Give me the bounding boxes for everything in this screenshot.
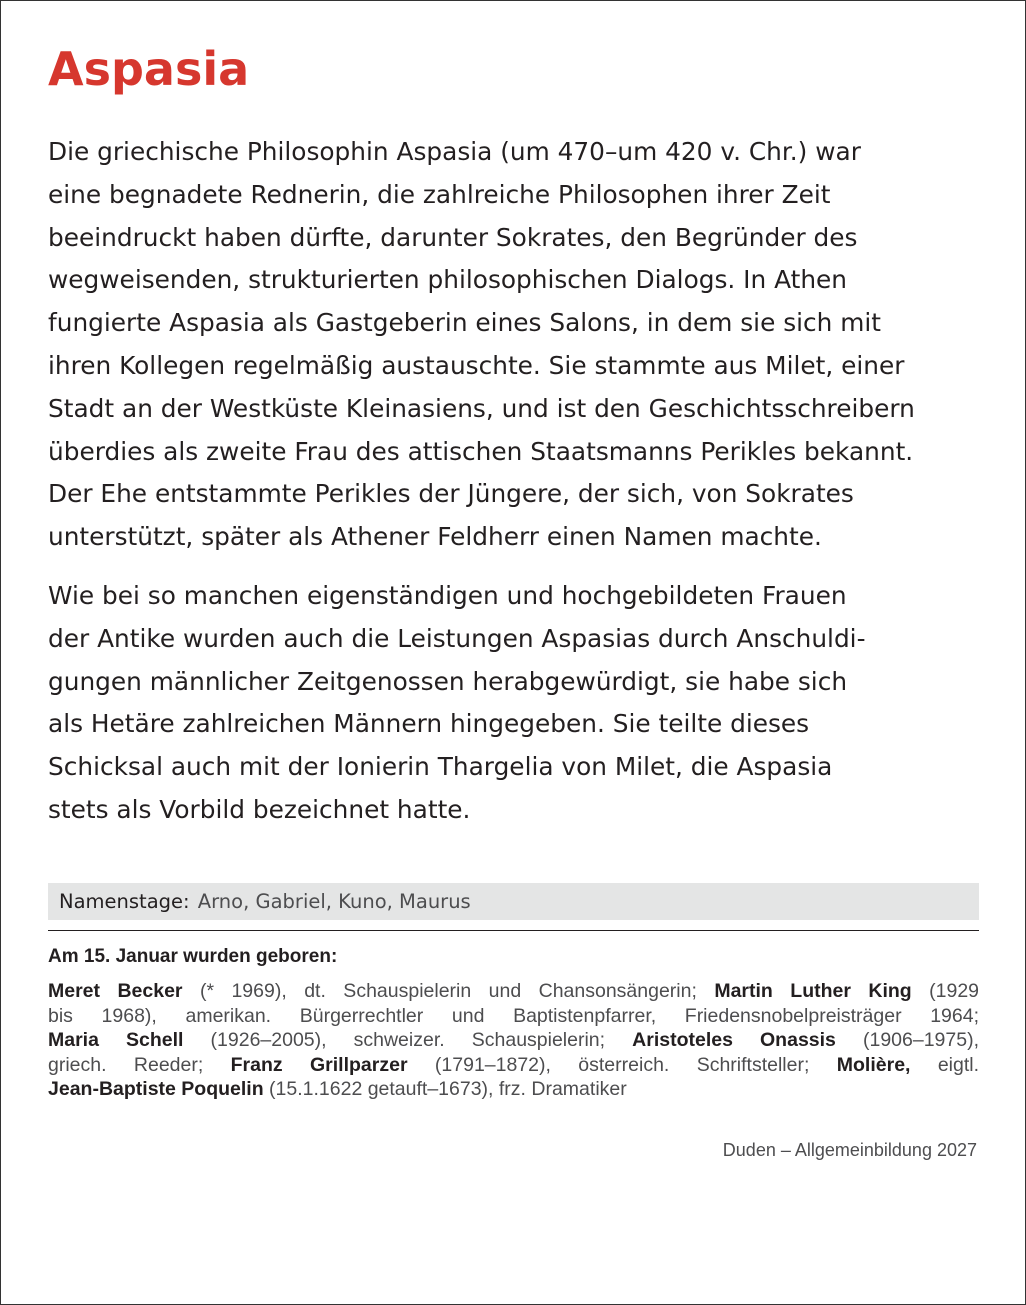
paragraph-line: stets als Vorbild bezeichnet hatte. [48, 794, 471, 824]
paragraph-line: gungen männlicher Zeitgenossen herabgewürdigt, sie habe sich [48, 666, 848, 696]
person-details: griech. Reeder; [48, 1053, 231, 1076]
person-details: bis 1968), amerikan. Bürgerrechtler und Baptistenpfarrer, Friedensnobelpreisträger 1964; [48, 1004, 979, 1027]
paragraph-line: Schicksal auch mit der Ionierin Thargelia von Milet, die Aspasia [48, 752, 833, 782]
person-details: (1791–1872), österreich. Schriftsteller; [407, 1053, 837, 1076]
births-line [48, 979, 979, 1004]
paragraph-line: überdies als zweite Frau des attischen Staatsmanns Perikles bekannt. [48, 436, 914, 466]
namenstage-label: Namenstage: [59, 890, 190, 913]
paragraph-line: unterstützt, später als Athener Feldherr einen Namen machte. [48, 522, 822, 552]
births-list [48, 979, 979, 1102]
paragraph-line: ihren Kollegen regelmäßig austauschte. Sie stammte aus Milet, einer [48, 350, 905, 380]
births-line [48, 1077, 979, 1102]
person-details: (1926–2005), schweizer. Schauspielerin; [183, 1029, 633, 1051]
paragraph-line: Der Ehe entstammte Perikles der Jüngere, der sich, von Sokrates [48, 479, 854, 509]
births-line [48, 1053, 979, 1078]
births-line [48, 1028, 979, 1053]
person-name: Jean-Baptiste Poquelin [48, 1078, 264, 1100]
paragraph-line: der Antike wurden auch die Leistungen Aspasias durch Anschuldi- [48, 623, 866, 653]
page-title: Aspasia [48, 42, 250, 96]
person-name: Martin Luther King [714, 980, 912, 1002]
paragraph-line: als Hetäre zahlreichen Männern hingegeben. Sie teilte dieses [48, 709, 810, 739]
person-details: (1929 [911, 980, 980, 1002]
person-details: (15.1.1622 getauft–1673), frz. Dramatiker [263, 1078, 627, 1100]
main-paragraph-1 [48, 131, 988, 559]
paragraph-line: fungierte Aspasia als Gastgeberin eines Salons, in dem sie sich mit [48, 308, 882, 338]
person-name: Molière, [836, 1053, 911, 1076]
person-details: (* 1969), dt. Schauspielerin und Chansonsängerin; [182, 980, 715, 1002]
births-heading: Am 15. Januar wurden geboren: [48, 946, 338, 967]
paragraph-line: beeindruckt haben dürfte, darunter Sokrates, den Begründer des [48, 222, 858, 252]
paragraph-line: Stadt an der Westküste Kleinasiens, und ist den Geschichtsschreibern [48, 393, 915, 423]
paragraph-line: Wie bei so manchen eigenständigen und hochgebildeten Frauen [48, 581, 847, 610]
person-details: (1906–1975), [835, 1029, 979, 1051]
paragraph-line: eine begnadete Rednerin, die zahlreiche Philosophen ihrer Zeit [48, 179, 831, 209]
person-details: eigtl. [910, 1053, 980, 1076]
section-divider [48, 930, 979, 931]
main-paragraph-2 [48, 575, 988, 832]
namenstage-names: Arno, Gabriel, Kuno, Maurus [197, 890, 471, 913]
person-name: Aristoteles Onassis [632, 1029, 836, 1051]
paragraph-line: Die griechische Philosophin Aspasia (um 470–um 420 v. Chr.) war [48, 137, 861, 166]
person-name: Meret Becker [48, 980, 183, 1002]
namenstage-bar [48, 883, 979, 920]
births-line [48, 1004, 979, 1029]
paragraph-line: wegweisenden, strukturierten philosophischen Dialogs. In Athen [48, 265, 848, 295]
footer-credit: Duden – Allgemeinbildung 2027 [722, 1140, 977, 1160]
person-name: Franz Grillparzer [230, 1053, 408, 1076]
person-name: Maria Schell [48, 1029, 184, 1051]
